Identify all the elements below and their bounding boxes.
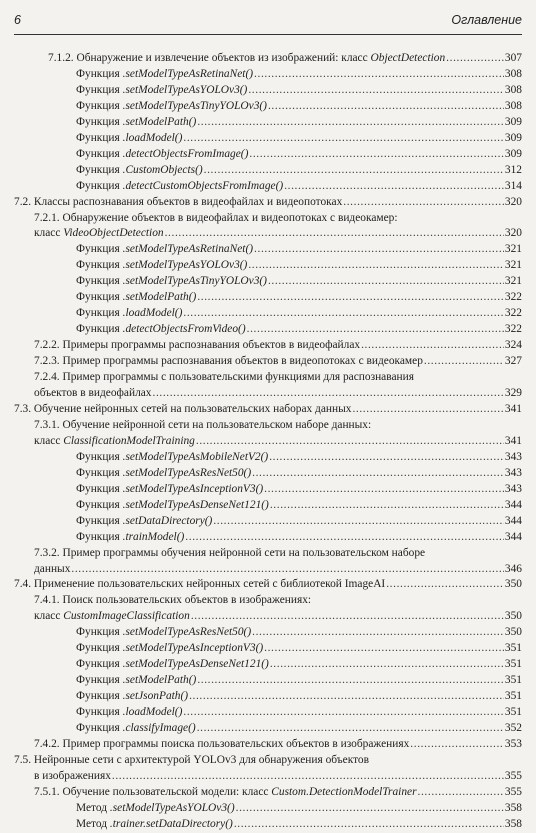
dot-leader xyxy=(264,641,504,657)
toc-page-number: 321 xyxy=(504,259,522,272)
running-title: Оглавление xyxy=(451,13,522,27)
toc-entry[interactable] xyxy=(14,83,522,99)
dot-leader xyxy=(185,530,504,546)
toc-entry-code: .setModelTypeAsRetinaNet() xyxy=(122,67,254,80)
dot-leader xyxy=(248,83,504,99)
toc-page-number: 344 xyxy=(504,498,522,511)
toc-page-number: 309 xyxy=(504,147,522,160)
toc-page-number: 344 xyxy=(504,514,522,527)
dot-leader xyxy=(424,354,504,370)
toc-page-number: 351 xyxy=(504,658,522,671)
toc-entry-text xyxy=(76,274,267,290)
toc-entry-text xyxy=(14,402,351,418)
toc-page-number: 358 xyxy=(504,801,522,814)
toc-entry-code: .setModelTypeAsTinyYOLOv3() xyxy=(122,275,267,288)
toc-entry-code: .setModelTypeAsYOLOv3() xyxy=(122,259,248,272)
toc-entry-label: Функция xyxy=(76,179,123,192)
toc-entry-code: CustomImageClassification xyxy=(63,610,190,623)
dot-leader xyxy=(270,657,504,673)
toc-entry[interactable] xyxy=(14,274,522,290)
toc-entry-code: .setModelTypeAsInceptionV3() xyxy=(122,642,264,655)
dot-leader xyxy=(284,179,504,195)
toc-page-number: 307 xyxy=(504,52,522,64)
toc-entry-text xyxy=(76,530,184,546)
toc-entry-code: .detectObjectsFromImage() xyxy=(122,147,249,160)
toc-entry-label: 7.2. Классы распознавания объектов в видеофайлах и видеопотоках xyxy=(14,195,343,208)
toc-entry-label: Функция xyxy=(76,259,123,272)
toc-entry-label: Функция xyxy=(76,626,123,639)
dot-leader xyxy=(268,274,504,290)
toc-page-number: 329 xyxy=(504,387,522,400)
toc-page-number: 308 xyxy=(504,99,522,112)
toc-page-number: 352 xyxy=(504,722,522,735)
toc-entry[interactable] xyxy=(14,593,522,609)
toc-entry-label: данных xyxy=(34,562,71,575)
toc-entry-label: Функция xyxy=(76,99,123,112)
toc-page-number: 346 xyxy=(504,562,522,575)
toc-entry-text xyxy=(76,498,269,514)
toc-page-number: 353 xyxy=(504,737,522,750)
toc-entry[interactable] xyxy=(14,450,522,466)
toc-entry-label: в изображениях xyxy=(34,769,111,782)
toc-page-number: 321 xyxy=(504,275,522,288)
dot-leader xyxy=(234,817,504,833)
toc-entry[interactable] xyxy=(14,609,522,625)
toc-entry-label: Функция xyxy=(76,658,123,671)
toc-entry[interactable] xyxy=(14,562,522,578)
dot-leader xyxy=(418,785,504,801)
toc-entry-code: .setDataDirectory() xyxy=(122,514,213,527)
toc-entry-text xyxy=(76,322,246,338)
dot-leader xyxy=(343,195,504,211)
toc-entry-code: .setModelPath() xyxy=(122,291,197,304)
toc-entry-text xyxy=(34,546,425,562)
toc-entry[interactable] xyxy=(14,402,522,418)
toc-entry-label: 7.5.1. Обучение пользовательской модели: класс xyxy=(34,785,272,798)
dot-leader xyxy=(204,163,504,179)
toc-entry[interactable] xyxy=(14,226,522,242)
toc-page-number: 320 xyxy=(504,227,522,240)
toc-entry[interactable] xyxy=(14,769,522,785)
dot-leader xyxy=(252,466,504,482)
toc-entry-code: .loadModel() xyxy=(122,131,183,144)
running-header xyxy=(14,8,522,35)
dot-leader xyxy=(446,51,504,67)
toc-page-number: 350 xyxy=(504,610,522,623)
dot-leader xyxy=(153,386,504,402)
toc-entry-label: Функция xyxy=(76,67,123,80)
toc-entry-text xyxy=(76,657,269,673)
toc-page-number: 309 xyxy=(504,115,522,128)
toc-entry[interactable] xyxy=(14,386,522,402)
dot-leader xyxy=(183,705,504,721)
toc-entry-label: 7.3.2. Пример программы обучения нейронной сети на пользовательском наборе xyxy=(34,546,426,559)
toc-entry[interactable] xyxy=(14,737,522,753)
dot-leader xyxy=(183,306,504,322)
dot-leader xyxy=(71,562,504,578)
toc-entry[interactable] xyxy=(14,657,522,673)
toc-entry-code: .setModelTypeAsResNet50() xyxy=(122,626,252,639)
toc-entry-text xyxy=(76,242,253,258)
toc-entry-label: Функция xyxy=(76,307,123,320)
toc-entry-label: 7.4. Применение пользовательских нейронных сетей с библиотекой ImageAI xyxy=(14,578,386,591)
toc-entry[interactable] xyxy=(14,530,522,546)
toc-entry-label: Метод xyxy=(76,817,110,830)
toc-entry-text xyxy=(76,67,253,83)
toc-page-number: 322 xyxy=(504,323,522,336)
toc-entry[interactable] xyxy=(14,466,522,482)
toc-page-number: 322 xyxy=(504,307,522,320)
toc-entry-code: .setModelTypeAsDenseNet121() xyxy=(122,658,269,671)
toc-page-number: 351 xyxy=(504,642,522,655)
dot-leader xyxy=(236,801,504,817)
toc-entry[interactable] xyxy=(14,817,522,833)
toc-entry-text xyxy=(14,577,385,593)
toc-entry-label: Функция xyxy=(76,131,123,144)
toc-entry-label: 7.5. Нейронные сети с архитектурой YOLOv3 для обнаружения объектов xyxy=(14,753,370,766)
dot-leader xyxy=(191,609,504,625)
toc-page-number: 343 xyxy=(504,450,522,463)
toc-entry-text xyxy=(76,689,188,705)
dot-leader xyxy=(213,514,504,530)
dot-leader xyxy=(197,290,504,306)
toc-entry-label: 7.4.2. Пример программы поиска пользовательских объектов в изображениях xyxy=(34,737,410,750)
toc-entry-code: .detectObjectsFromVideo() xyxy=(122,323,246,336)
toc-entry[interactable] xyxy=(14,753,522,769)
toc-entry-text xyxy=(76,705,182,721)
toc-entry[interactable] xyxy=(14,67,522,83)
toc-entry-label: Функция xyxy=(76,514,123,527)
toc-entry[interactable] xyxy=(14,801,522,817)
toc-entry-text xyxy=(76,514,212,530)
toc-page-number: 341 xyxy=(504,402,522,415)
toc-entry-label: Функция xyxy=(76,83,123,96)
toc-entry-code: .setModelTypeAsRetinaNet() xyxy=(122,243,254,256)
toc-entry-text xyxy=(34,226,164,242)
toc-entry[interactable] xyxy=(14,705,522,721)
toc-entry[interactable] xyxy=(14,514,522,530)
dot-leader xyxy=(197,115,504,131)
toc-entry-text xyxy=(34,338,360,354)
toc-entry[interactable] xyxy=(14,434,522,450)
toc-entry-text xyxy=(76,115,196,131)
toc-entry-text xyxy=(76,83,247,99)
toc-entry-label: Функция xyxy=(76,466,123,479)
toc-entry[interactable] xyxy=(14,418,522,434)
toc-entry-text xyxy=(76,482,263,498)
toc-entry[interactable] xyxy=(14,577,522,593)
toc-entry-label: Функция xyxy=(76,674,123,687)
toc-entry[interactable] xyxy=(14,625,522,641)
toc-entry-label: класс xyxy=(34,227,64,240)
toc-page-number: 343 xyxy=(504,466,522,479)
toc-entry-label: 7.2.1. Обнаружение объектов в видеофайлах и видеопотоках с видеокамер: xyxy=(34,211,398,224)
toc-entry-text xyxy=(76,258,247,274)
toc-page-number: 320 xyxy=(504,195,522,208)
dot-leader xyxy=(361,338,504,354)
toc-page-number: 314 xyxy=(504,179,522,192)
dot-leader xyxy=(352,402,503,418)
dot-leader xyxy=(165,226,504,242)
toc-entry-code: Custom.DetectionModelTrainer xyxy=(271,785,417,798)
toc-entry-text xyxy=(76,466,251,482)
dot-leader xyxy=(248,258,504,274)
toc-entry[interactable] xyxy=(14,721,522,737)
toc-entry[interactable] xyxy=(14,546,522,562)
toc-entry-text xyxy=(34,562,70,578)
toc-entry-label: 7.4.1. Поиск пользовательских объектов в изображениях: xyxy=(34,594,312,607)
dot-leader xyxy=(386,577,504,593)
dot-leader xyxy=(252,625,504,641)
toc-page-number: 308 xyxy=(504,83,522,96)
dot-leader xyxy=(264,482,504,498)
toc-entry-code: .setModelTypeAsYOLOv3() xyxy=(122,83,248,96)
toc-entry-text xyxy=(76,673,196,689)
toc-entry[interactable] xyxy=(14,131,522,147)
toc-page-number: 322 xyxy=(504,291,522,304)
toc-entry-text xyxy=(34,354,423,370)
toc-entry-text xyxy=(34,211,398,227)
toc-entry[interactable] xyxy=(14,354,522,370)
toc-entry-label: Функция xyxy=(76,115,123,128)
toc-page-number: 343 xyxy=(504,482,522,495)
toc-page-number: 308 xyxy=(504,67,522,80)
toc-entry-text xyxy=(34,593,311,609)
toc-entry-label: Функция xyxy=(76,530,123,543)
toc-entry-text xyxy=(76,817,233,833)
toc-entry[interactable] xyxy=(14,306,522,322)
toc-page-number: 355 xyxy=(504,785,522,798)
toc-entry-label: Функция xyxy=(76,275,123,288)
toc-page-number: 351 xyxy=(504,674,522,687)
dot-leader xyxy=(254,242,504,258)
page-number: 6 xyxy=(14,13,21,27)
toc-entry-code: .setModelPath() xyxy=(122,115,197,128)
toc-entry-label: Функция xyxy=(76,722,123,735)
toc-entry-text xyxy=(76,99,267,115)
toc-entry-label: 7.2.4. Пример программы с пользовательскими функциями для распознавания xyxy=(34,371,414,384)
dot-leader xyxy=(410,737,504,753)
toc-entry-code: .setModelTypeAsInceptionV3() xyxy=(122,482,264,495)
toc-entry[interactable] xyxy=(14,99,522,115)
toc-entry-text xyxy=(76,163,203,179)
dot-leader xyxy=(254,67,504,83)
toc-entry-label: Функция xyxy=(76,147,123,160)
toc-entry-code: .setModelTypeAsDenseNet121() xyxy=(122,498,269,511)
toc-entry-code: .setModelPath() xyxy=(122,674,197,687)
toc-entry-text xyxy=(76,147,248,163)
toc-entry-label: объектов в видеофайлах xyxy=(34,387,152,400)
toc-entry-label: Функция xyxy=(76,706,123,719)
toc-page-number: 358 xyxy=(504,817,522,830)
toc-entry[interactable] xyxy=(14,370,522,386)
toc-entry[interactable] xyxy=(14,179,522,195)
toc-page-number: 327 xyxy=(504,355,522,368)
toc-entry[interactable] xyxy=(14,338,522,354)
toc-entry-text xyxy=(34,370,414,386)
toc-entry-text xyxy=(14,195,342,211)
toc-entry-text xyxy=(34,434,195,450)
toc-entry-label: Функция xyxy=(76,642,123,655)
toc-entry[interactable] xyxy=(14,258,522,274)
toc-entry-label: Функция xyxy=(76,498,123,511)
toc-page-number: 341 xyxy=(504,434,522,447)
toc-page-number: 350 xyxy=(504,578,522,591)
toc-entry[interactable] xyxy=(14,195,522,211)
dot-leader xyxy=(247,322,504,338)
toc-entry[interactable] xyxy=(14,689,522,705)
dot-leader xyxy=(112,769,504,785)
toc-entry-label: Метод xyxy=(76,801,110,814)
toc-entry-code: .setModelTypeAsYOLOv3() xyxy=(109,801,235,814)
dot-leader xyxy=(183,131,504,147)
toc-entry-label: Функция xyxy=(76,690,123,703)
toc-entry-text xyxy=(76,625,251,641)
toc-page-number: 351 xyxy=(504,706,522,719)
toc-entry-text xyxy=(34,785,417,801)
toc-page-number: 309 xyxy=(504,131,522,144)
dot-leader xyxy=(197,721,504,737)
dot-leader xyxy=(268,99,504,115)
toc-entry[interactable] xyxy=(14,322,522,338)
toc-page-number: 312 xyxy=(504,163,522,176)
dot-leader xyxy=(196,434,504,450)
toc-entry-text xyxy=(76,641,263,657)
toc-entry-code: VideoObjectDetection xyxy=(63,227,164,240)
toc-entry-label: класс xyxy=(34,610,64,623)
toc-entry[interactable] xyxy=(14,498,522,514)
toc-page-number: 324 xyxy=(504,339,522,352)
toc-entry[interactable] xyxy=(14,51,522,67)
toc-entry-label: 7.2.2. Примеры программы распознавания объектов в видеофайлах xyxy=(34,339,361,352)
toc-entry-code: ObjectDetection xyxy=(370,52,446,64)
dot-leader xyxy=(269,450,504,466)
toc-entry-text xyxy=(34,609,190,625)
toc-entry[interactable] xyxy=(14,673,522,689)
toc-entry[interactable] xyxy=(14,785,522,801)
toc-page-number: 351 xyxy=(504,690,522,703)
toc-entry[interactable] xyxy=(14,163,522,179)
toc-entry-code: .trainModel() xyxy=(122,530,185,543)
toc-entry-label: 7.2.3. Пример программы распознавания объектов в видеопотоках с видеокамер xyxy=(34,355,423,368)
toc-entry-text xyxy=(34,737,409,753)
toc-entry-label: Функция xyxy=(76,291,123,304)
toc-entry-code: .setModelTypeAsResNet50() xyxy=(122,466,252,479)
dot-leader xyxy=(270,498,504,514)
toc-page-number: 350 xyxy=(504,626,522,639)
dot-leader xyxy=(249,147,504,163)
dot-leader xyxy=(197,673,504,689)
toc-entry-text xyxy=(76,450,268,466)
toc-entry-label: Функция xyxy=(76,323,123,336)
toc-entry[interactable] xyxy=(14,290,522,306)
toc-page-number: 355 xyxy=(504,769,522,782)
toc-entry-code: .classifyImage() xyxy=(122,722,196,735)
toc-entry-text xyxy=(76,306,182,322)
toc-entry-text xyxy=(48,51,445,67)
toc-entry-label: Функция xyxy=(76,163,123,176)
toc-entry-code: .detectCustomObjectsFromImage() xyxy=(122,179,284,192)
toc-entry-code: ClassificationModelTraining xyxy=(63,434,195,447)
toc-entry-code: .loadModel() xyxy=(122,307,183,320)
toc-entry-text xyxy=(76,179,283,195)
toc-entry[interactable] xyxy=(14,242,522,258)
toc-entry[interactable] xyxy=(14,147,522,163)
toc-entry-text xyxy=(34,418,371,434)
toc-page-number: 321 xyxy=(504,243,522,256)
toc-entry-code: .setJsonPath() xyxy=(122,690,189,703)
toc-entry[interactable] xyxy=(14,482,522,498)
toc-entry-label: 7.3.1. Обучение нейронной сети на пользовательском наборе данных: xyxy=(34,418,372,431)
toc-entry-label: Функция xyxy=(76,482,123,495)
toc-entry-text xyxy=(34,386,152,402)
toc-entry-text xyxy=(76,131,182,147)
table-of-contents xyxy=(14,51,522,833)
toc-entry[interactable] xyxy=(14,641,522,657)
toc-entry-text xyxy=(76,721,196,737)
toc-entry-label: класс xyxy=(34,434,64,447)
toc-entry-text xyxy=(76,290,196,306)
toc-entry-label: Функция xyxy=(76,450,123,463)
toc-entry-code: .CustomObjects() xyxy=(122,163,203,176)
toc-entry-text xyxy=(76,801,235,817)
toc-entry-text xyxy=(14,753,369,769)
toc-entry-label: 7.1.2. Обнаружение и извлечение объектов из изображений: класс xyxy=(48,52,371,64)
toc-entry-code: .setModelTypeAsTinyYOLOv3() xyxy=(122,99,267,112)
toc-entry[interactable] xyxy=(14,211,522,227)
toc-page-number: 344 xyxy=(504,530,522,543)
toc-entry-code: .loadModel() xyxy=(122,706,183,719)
dot-leader xyxy=(189,689,504,705)
toc-entry-label: Функция xyxy=(76,243,123,256)
toc-entry-code: .trainer.setDataDirectory() xyxy=(109,817,233,830)
toc-entry-text xyxy=(34,769,111,785)
toc-entry-code: .setModelTypeAsMobileNetV2() xyxy=(122,450,269,463)
toc-entry-label: 7.3. Обучение нейронных сетей на пользовательских наборах данных xyxy=(14,402,352,415)
toc-entry[interactable] xyxy=(14,115,522,131)
